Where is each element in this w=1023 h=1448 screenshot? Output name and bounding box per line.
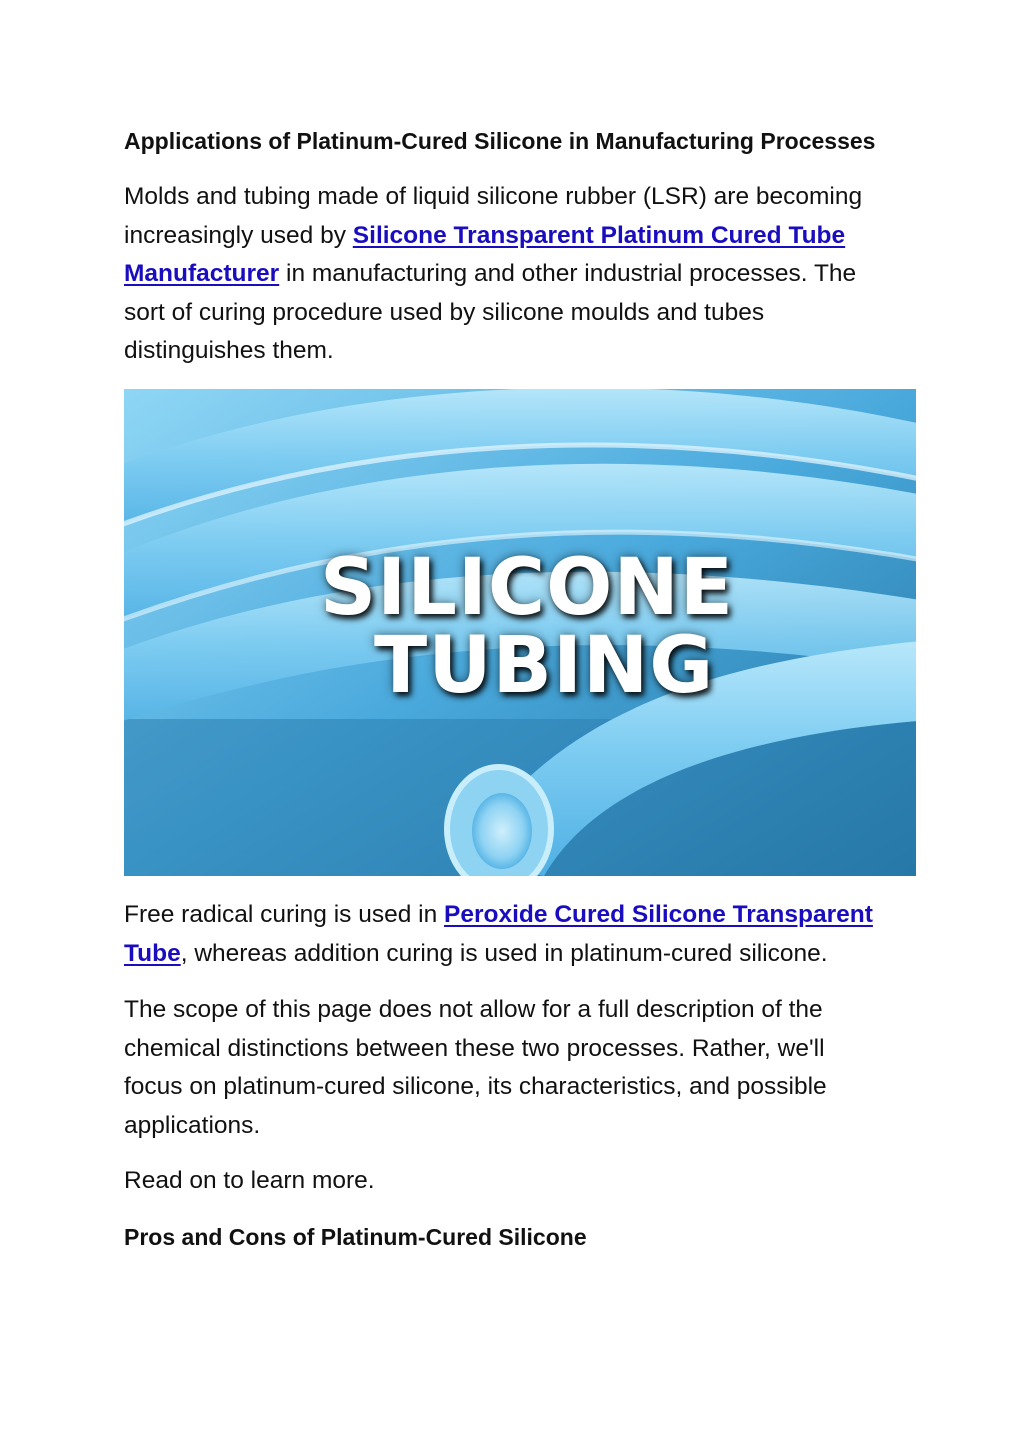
curing-paragraph [124, 896, 884, 973]
article-title: Applications of Platinum-Cured Silicone in Manufacturing Processes [124, 128, 876, 154]
caption-line-silicone: SILICONE [320, 543, 735, 633]
caption-line-tubing: TUBING [374, 621, 715, 711]
read-more-paragraph: Read on to learn more. [124, 1167, 375, 1194]
intro-paragraph [124, 178, 884, 371]
scope-paragraph: The scope of this page does not allow for a full description of the chemical distinctions between these two processes. Rather, we'll focus on platinum-cured silicone, its characteristics, and possible applications. [124, 996, 827, 1139]
silicone-tubing-image [124, 389, 916, 876]
curing-text-after: , whereas addition curing is used in platinum-cured silicone. [180, 939, 828, 967]
pros-cons-heading: Pros and Cons of Platinum-Cured Silicone [124, 1224, 587, 1250]
image-caption [320, 543, 740, 711]
intro-text-before: Molds and tubing made of liquid silicone rubber (LSR) are becoming increasingly used by [124, 183, 863, 249]
peroxide-cured-tube-link[interactable]: Peroxide Cured Silicone Transparent Tube [124, 901, 873, 967]
intro-text-after: in manufacturing and other industrial processes. The sort of curing procedure used by silicone moulds and tubes distinguishes them. [124, 260, 857, 364]
platinum-cured-tube-link[interactable]: Silicone Transparent Platinum Cured Tube Manufacturer [124, 221, 846, 287]
curing-text-before: Free radical curing is used in [124, 901, 445, 928]
